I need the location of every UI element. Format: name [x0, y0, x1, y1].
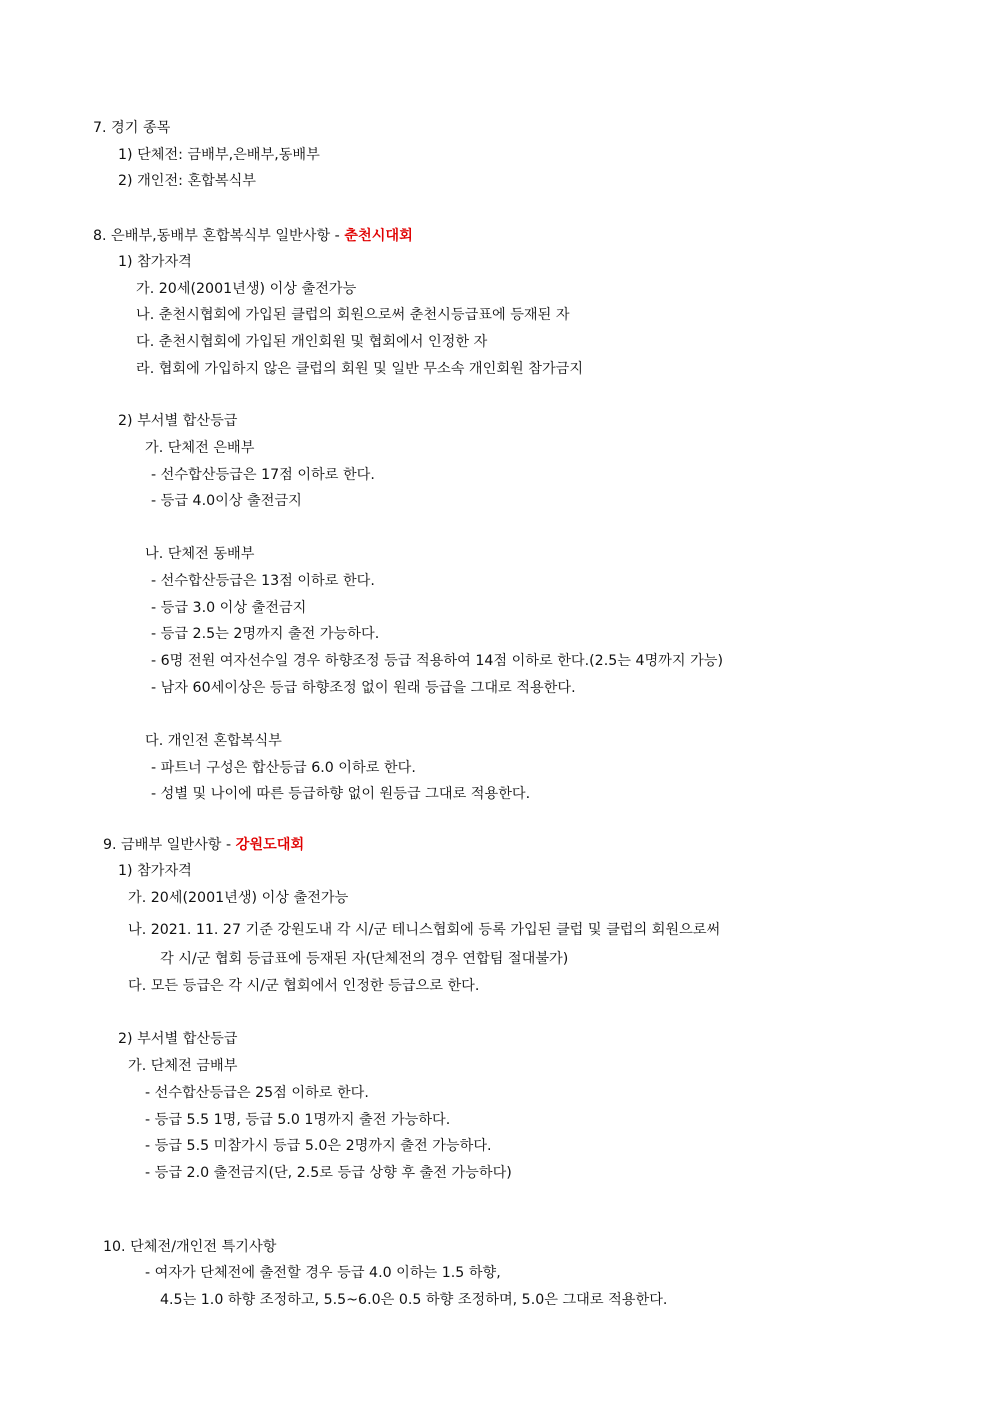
section-8-ga-item-1: - 선수합산등급은 17점 이하로 한다. — [151, 467, 375, 483]
section-9-qualification-da: 다. 모든 등급은 각 시/군 협회에서 인정한 등급으로 한다. — [128, 978, 480, 994]
section-8-qualification-na: 나. 춘천시협회에 가입된 클럽의 회원으로써 춘천시등급표에 등재된 자 — [136, 307, 570, 323]
section-9-qualification-na-cont: 각 시/군 협회 등급표에 등재된 자(단체전의 경우 연합팀 절대불가) — [160, 951, 569, 967]
section-9-title — [103, 836, 304, 854]
section-9-ga-item-1: - 선수합산등급은 25점 이하로 한다. — [145, 1085, 369, 1101]
section-8-ga-item-2: - 등급 4.0이상 출전금지 — [151, 493, 302, 509]
section-9-ga-item-2: - 등급 5.5 1명, 등급 5.0 1명까지 출전 가능하다. — [145, 1112, 451, 1128]
section-8-title-highlight: 춘천시대회 — [344, 228, 413, 244]
section-8-title — [93, 227, 413, 245]
section-9-title-highlight: 강원도대회 — [235, 837, 305, 853]
section-9-ga-item-3: - 등급 5.5 미참가시 등급 5.0은 2명까지 출전 가능하다. — [145, 1138, 492, 1154]
section-9-ga-title: 가. 단체전 금배부 — [128, 1058, 238, 1074]
section-10-title: 10. 단체전/개인전 특기사항 — [103, 1239, 277, 1255]
section-8-qualification-title: 1) 참가자격 — [118, 254, 192, 270]
section-8-da-item-1: - 파트너 구성은 합산등급 6.0 이하로 한다. — [151, 760, 416, 776]
section-8-qualification-ra: 라. 협회에 가입하지 않은 클럽의 회원 및 일반 무소속 개인회원 참가금지 — [136, 361, 584, 377]
section-8-ga-title: 가. 단체전 은배부 — [145, 440, 255, 456]
section-9-qualification-ga: 가. 20세(2001년생) 이상 출전가능 — [128, 890, 349, 906]
section-10-item-1-cont: 4.5는 1.0 하향 조정하고, 5.5~6.0은 0.5 하향 조정하며, 5.0은 그대로 적용한다. — [160, 1292, 668, 1308]
section-9-qualification-na: 나. 2021. 11. 27 기준 강원도내 각 시/군 테니스협회에 등록 가입된 클럽 및 클럽의 회원으로써 — [128, 922, 721, 938]
section-7-item-2: 2) 개인전: 혼합복식부 — [118, 173, 257, 189]
section-10-item-1: - 여자가 단체전에 출전할 경우 등급 4.0 이하는 1.5 하향, — [145, 1265, 501, 1281]
section-8-na-title: 나. 단체전 동배부 — [145, 546, 255, 562]
section-8-na-item-5: - 남자 60세이상은 등급 하향조정 없이 원래 등급을 그대로 적용한다. — [151, 680, 576, 696]
section-8-grade-title: 2) 부서별 합산등급 — [118, 413, 238, 429]
section-8-na-item-4: - 6명 전원 여자선수일 경우 하향조정 등급 적용하여 14점 이하로 한다.(2.5는 4명까지 가능) — [151, 653, 724, 669]
section-8-na-item-1: - 선수합산등급은 13점 이하로 한다. — [151, 573, 375, 589]
section-7-title: 7. 경기 종목 — [93, 120, 171, 136]
section-7-item-1: 1) 단체전: 금배부,은배부,동배부 — [118, 147, 320, 163]
section-8-da-title: 다. 개인전 혼합복식부 — [145, 733, 282, 749]
section-8-qualification-da: 다. 춘천시협회에 가입된 개인회원 및 협회에서 인정한 자 — [136, 334, 488, 350]
section-8-title-text: 8. 은배부,동배부 혼합복식부 일반사항 - — [93, 228, 345, 244]
section-8-da-item-2: - 성별 및 나이에 따른 등급하향 없이 원등급 그대로 적용한다. — [151, 786, 531, 802]
section-8-na-item-3: - 등급 2.5는 2명까지 출전 가능하다. — [151, 626, 380, 642]
section-9-grade-title: 2) 부서별 합산등급 — [118, 1031, 238, 1047]
section-8-na-item-2: - 등급 3.0 이상 출전금지 — [151, 600, 307, 616]
section-9-title-text: 9. 금배부 일반사항 - — [103, 837, 236, 853]
section-8-qualification-ga: 가. 20세(2001년생) 이상 출전가능 — [136, 281, 357, 297]
section-9-ga-item-4: - 등급 2.0 출전금지(단, 2.5로 등급 상향 후 출전 가능하다) — [145, 1165, 512, 1181]
section-9-qualification-title: 1) 참가자격 — [118, 863, 192, 879]
